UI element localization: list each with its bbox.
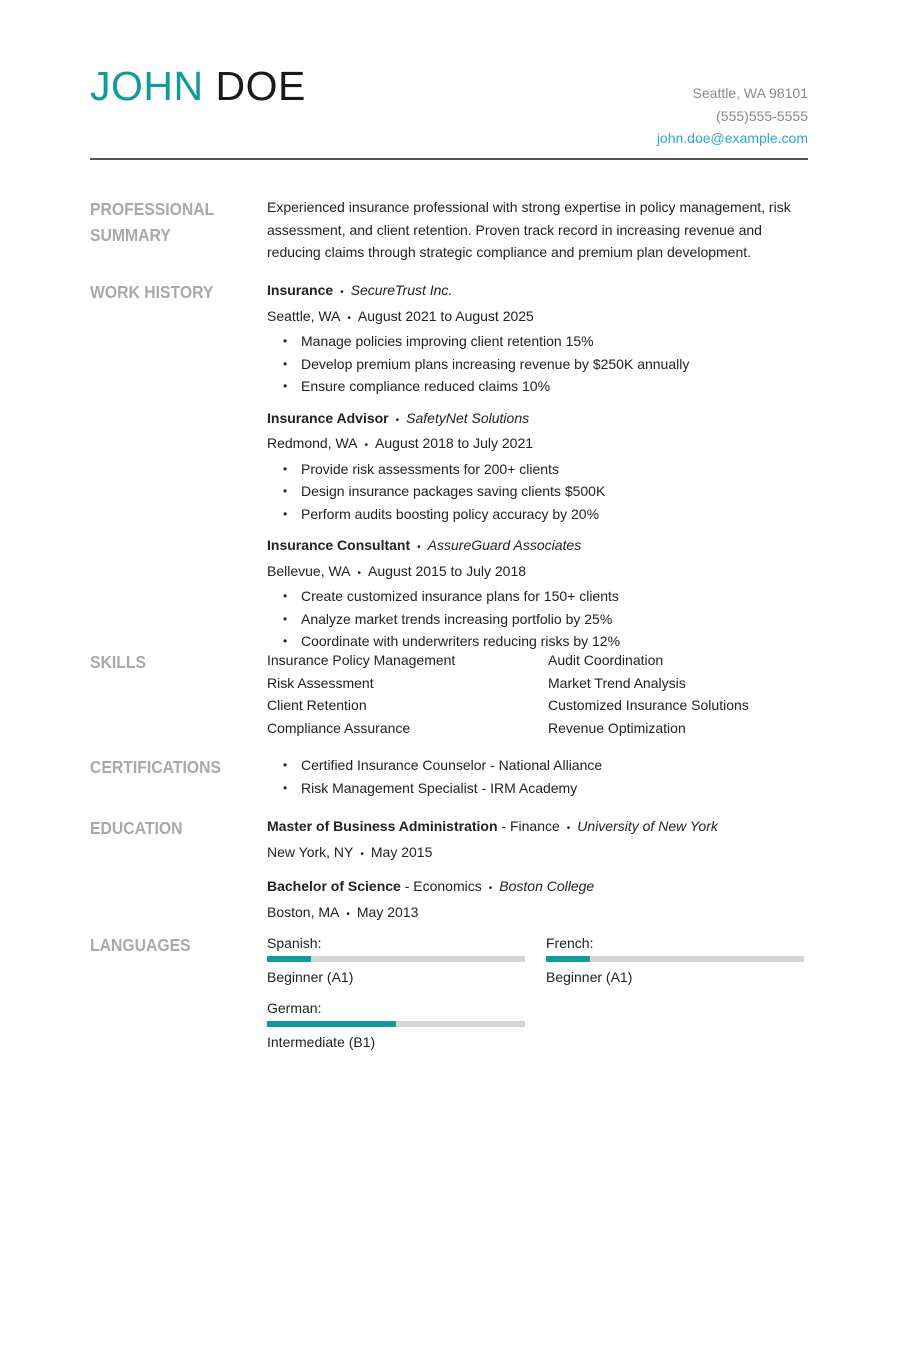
bullet-text: Provide risk assessments for 200+ clients — [301, 460, 559, 477]
list-item — [267, 353, 807, 376]
resume-header — [90, 62, 808, 146]
education-date: May 2015 — [370, 843, 433, 860]
list-item — [267, 777, 807, 800]
skill-item: Risk Assessment — [267, 674, 374, 691]
list-item — [267, 503, 807, 526]
education-location: Boston, MA — [267, 903, 340, 920]
languages-body — [267, 932, 807, 1052]
job-position: Insurance — [267, 282, 334, 298]
proficiency-fill — [267, 956, 311, 962]
language-level: Intermediate (B1) — [267, 1034, 376, 1050]
language-name: Spanish: — [267, 935, 322, 951]
separator-dot: • — [347, 312, 351, 324]
job-dates: August 2021 to August 2025 — [357, 307, 534, 324]
bullet-marker: • — [283, 379, 288, 393]
job-entry — [267, 407, 807, 526]
school: University of New York — [577, 818, 718, 834]
job-location: Bellevue, WA — [267, 562, 351, 579]
language-name: French: — [546, 935, 594, 951]
skill-item: Customized Insurance Solutions — [548, 697, 749, 713]
certification-text: Certified Insurance Counselor - National Alliance — [301, 757, 603, 773]
job-position: Insurance Advisor — [267, 409, 389, 426]
phone-text: (555)555-5555 — [716, 107, 808, 124]
separator-dot: • — [364, 440, 369, 451]
section-title-line: SUMMARY — [90, 225, 171, 245]
email-link[interactable]: john.doe@example.com — [656, 130, 808, 146]
education-entry — [267, 875, 807, 926]
job-meta-line — [267, 305, 807, 331]
language-item — [267, 932, 525, 989]
list-item — [267, 375, 807, 398]
skill-item: Compliance Assurance — [267, 719, 411, 736]
summary-body — [267, 196, 807, 264]
job-entry — [267, 534, 807, 653]
bullet-text: Perform audits boosting policy accuracy by 20% — [301, 505, 600, 522]
education-meta-line — [267, 841, 807, 867]
candidate-name — [90, 62, 306, 110]
separator-dot: • — [488, 883, 493, 894]
job-dates: August 2018 to July 2021 — [375, 435, 534, 451]
bullet-marker: • — [283, 484, 288, 498]
skills-body — [267, 649, 807, 739]
education-body — [267, 815, 807, 935]
job-position: Insurance Consultant — [267, 537, 411, 553]
section-title-work-history: WORK HISTORY — [90, 282, 214, 302]
separator-dot: • — [395, 414, 400, 426]
education-location: New York, NY — [267, 843, 354, 860]
job-title-line — [267, 279, 807, 305]
bullet-marker: • — [283, 780, 288, 795]
job-bullets — [267, 585, 807, 653]
last-name: DOE — [215, 63, 306, 109]
bullet-text: Develop premium plans increasing revenue by $250K annually — [301, 355, 690, 372]
job-bullets — [267, 330, 807, 398]
language-item — [267, 997, 525, 1054]
section-title-skills: SKILLS — [90, 652, 147, 672]
skill-item: Market Trend Analysis — [548, 674, 686, 691]
degree: Bachelor of Science — [267, 878, 401, 894]
education-title-line — [267, 875, 807, 901]
job-company: AssureGuard Associates — [427, 537, 582, 553]
separator-dot: • — [360, 848, 364, 860]
bullet-marker: • — [283, 758, 288, 772]
education-meta-line — [267, 901, 807, 927]
degree: Master of Business Administration — [267, 818, 498, 834]
job-company: SafetyNet Solutions — [406, 409, 530, 426]
first-name: JOHN — [90, 63, 204, 109]
school: Boston College — [499, 878, 595, 894]
bullet-text: Analyze market trends increasing portfolio by 25% — [301, 610, 613, 627]
field: - Economics — [400, 878, 482, 894]
job-dates: August 2015 to July 2018 — [368, 562, 527, 579]
bullet-marker: • — [283, 634, 288, 648]
skills-grid — [267, 649, 807, 739]
language-name: German: — [267, 1000, 322, 1016]
education-title-line — [267, 815, 807, 841]
education-entry — [267, 815, 807, 866]
job-meta-line — [267, 432, 807, 458]
section-title-summary — [90, 196, 225, 248]
certifications-list — [267, 754, 807, 799]
field: - Finance — [497, 818, 560, 834]
bullet-text: Design insurance packages saving clients $500K — [301, 483, 606, 499]
proficiency-bar — [546, 956, 804, 962]
proficiency-fill — [546, 956, 590, 962]
location-text: Seattle, WA 98101 — [692, 85, 808, 101]
bullet-marker: • — [283, 461, 288, 476]
bullet-marker: • — [283, 611, 288, 626]
bullet-marker: • — [283, 506, 288, 521]
proficiency-bar — [267, 1021, 525, 1027]
proficiency-fill — [267, 1021, 396, 1027]
bullet-marker: • — [283, 356, 288, 371]
list-item — [267, 330, 807, 353]
job-bullets — [267, 458, 807, 526]
list-item — [267, 585, 807, 608]
separator-dot: • — [346, 908, 350, 920]
bullet-text: Coordinate with underwriters reducing risks by 12% — [301, 633, 621, 649]
separator-dot: • — [357, 567, 362, 579]
language-item — [546, 932, 804, 989]
contact-info — [657, 82, 808, 150]
certifications-body — [267, 754, 807, 799]
work-history-body — [267, 279, 807, 662]
skill-item: Revenue Optimization — [548, 719, 686, 736]
list-item — [267, 458, 807, 481]
skill-item: Client Retention — [267, 697, 367, 713]
job-company: SecureTrust Inc. — [350, 282, 453, 298]
job-meta-line — [267, 560, 807, 586]
section-title-education: EDUCATION — [90, 818, 183, 838]
job-location: Redmond, WA — [267, 435, 358, 451]
education-date: May 2013 — [356, 903, 419, 920]
bullet-marker: • — [283, 589, 288, 603]
summary-text: Experienced insurance professional with strong expertise in policy management, risk assessment, and client retention. Proven track record in increasing revenue and reducing claims through strategic compliance and premium plan development. — [267, 199, 791, 260]
list-item — [267, 480, 807, 503]
language-level: Beginner (A1) — [267, 969, 354, 985]
header-divider — [90, 158, 808, 160]
skill-item: Insurance Policy Management — [267, 652, 456, 668]
certification-text: Risk Management Specialist - IRM Academy — [301, 779, 578, 796]
separator-dot: • — [566, 823, 571, 834]
bullet-marker: • — [283, 334, 288, 348]
bullet-text: Manage policies improving client retention 15% — [301, 333, 594, 349]
job-title-line — [267, 534, 807, 560]
section-title-certifications: CERTIFICATIONS — [90, 757, 221, 777]
skill-item: Audit Coordination — [548, 652, 664, 668]
proficiency-bar — [267, 956, 525, 962]
bullet-text: Create customized insurance plans for 150+ clients — [301, 588, 619, 604]
section-title-line: PROFESSIONAL — [90, 199, 215, 219]
separator-dot: • — [417, 542, 421, 553]
language-level: Beginner (A1) — [546, 969, 633, 985]
job-location: Seattle, WA — [267, 307, 341, 324]
bullet-text: Ensure compliance reduced claims 10% — [301, 378, 551, 394]
job-title-line — [267, 407, 807, 433]
languages-grid — [267, 932, 807, 1052]
section-title-languages: LANGUAGES — [90, 935, 191, 955]
job-entry — [267, 279, 807, 398]
list-item — [267, 754, 807, 777]
list-item — [267, 608, 807, 631]
separator-dot: • — [340, 287, 344, 298]
